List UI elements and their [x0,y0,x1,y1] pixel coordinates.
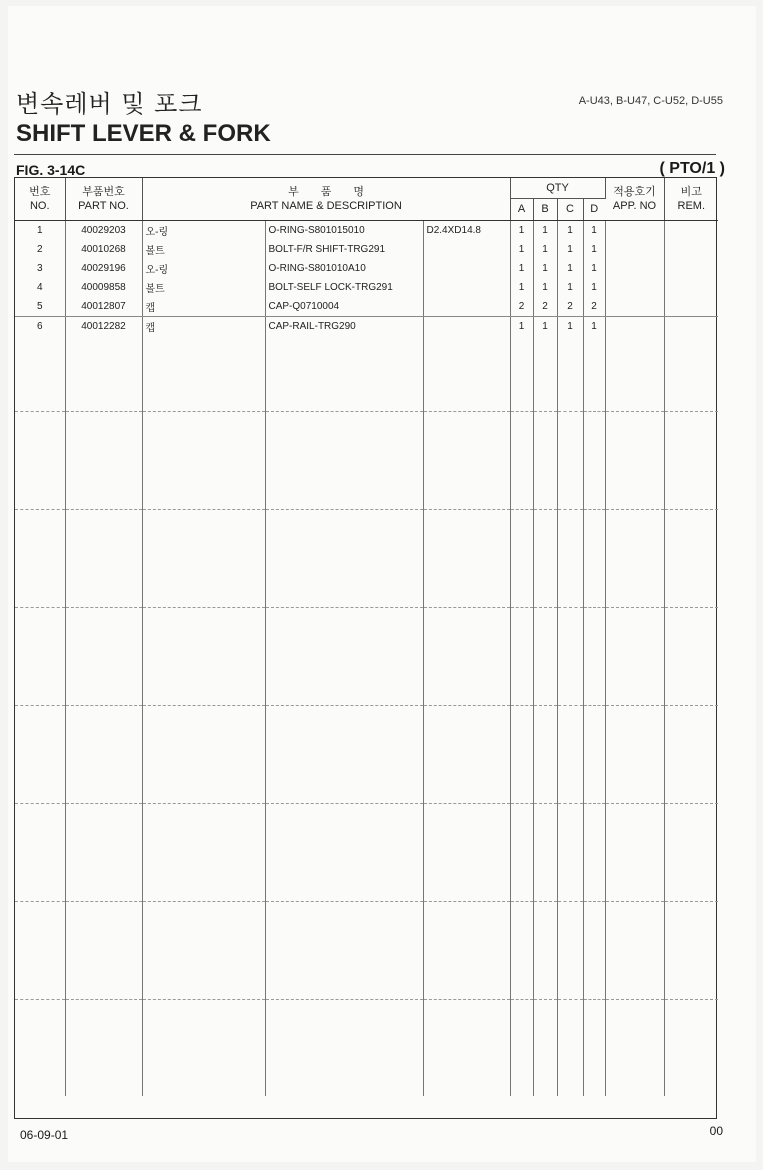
app-no-cell [605,316,664,336]
app-no-cell [605,297,664,317]
part-name-en: O-RING-S801010A10 [265,259,423,278]
part-name-en: CAP-RAIL-TRG290 [265,316,423,336]
title-divider [14,154,716,155]
qty-d: 1 [583,259,605,278]
qty-c: 1 [557,259,583,278]
empty-row [15,608,718,706]
header-qty-a: A [510,198,533,220]
part-number: 40029196 [65,259,142,278]
part-spec [423,278,510,297]
part-name-en: O-RING-S801015010 [265,220,423,240]
footer-date: 06-09-01 [20,1128,69,1142]
header-app-no-ko: 적용호기 [613,185,656,198]
header-no [15,178,65,220]
remarks-cell [664,259,718,278]
header-qty-d: D [583,198,605,220]
header-no-ko: 번호 [29,185,51,198]
qty-a: 1 [510,278,533,297]
qty-c: 1 [557,316,583,336]
qty-a: 1 [510,259,533,278]
header-part-name-ko: 부 품 명 [288,185,364,198]
empty-row [15,510,718,608]
part-number: 40012807 [65,297,142,317]
qty-d: 1 [583,240,605,259]
header-remarks-ko: 비고 [680,185,702,198]
qty-d: 1 [583,316,605,336]
qty-d: 2 [583,297,605,317]
part-name-en: CAP-Q0710004 [265,297,423,317]
remarks-cell [664,278,718,297]
table-row [15,316,718,336]
table-row [15,240,718,259]
part-spec [423,297,510,317]
part-name-ko: 오-링 [142,259,265,278]
header-part-name [142,178,510,220]
item-no: 4 [15,278,65,297]
section-code: ( PTO/1 ) [659,160,725,177]
part-number: 40012282 [65,316,142,336]
empty-row [15,902,718,1000]
header-no-en: NO. [29,199,50,212]
qty-c: 1 [557,278,583,297]
qty-b: 1 [533,220,557,240]
table-row [15,259,718,278]
empty-row [15,336,718,412]
header-remarks [664,178,718,220]
header-part-name-en: PART NAME & DESCRIPTION [250,199,402,212]
part-number: 40009858 [65,278,142,297]
qty-b: 1 [533,316,557,336]
remarks-cell [664,297,718,317]
header-qty-b: B [533,198,557,220]
app-no-cell [605,240,664,259]
part-name-en: BOLT-SELF LOCK-TRG291 [265,278,423,297]
qty-d: 1 [583,220,605,240]
part-spec [423,316,510,336]
qty-a: 1 [510,220,533,240]
table-row [15,278,718,297]
qty-a: 1 [510,316,533,336]
qty-a: 2 [510,297,533,317]
parts-table-frame [14,177,717,1119]
part-spec [423,259,510,278]
qty-c: 1 [557,240,583,259]
table-row [15,297,718,317]
item-no: 2 [15,240,65,259]
part-name-ko: 오-링 [142,220,265,240]
remarks-cell [664,220,718,240]
empty-row [15,412,718,510]
table-row [15,220,718,240]
part-name-ko: 볼트 [142,278,265,297]
item-no: 1 [15,220,65,240]
empty-row [15,706,718,804]
part-name-en: BOLT-F/R SHIFT-TRG291 [265,240,423,259]
app-no-cell [605,259,664,278]
part-name-ko: 캡 [142,316,265,336]
qty-d: 1 [583,278,605,297]
part-name-ko: 볼트 [142,240,265,259]
title-korean: 변속레버 및 포크 [16,90,203,118]
qty-b: 2 [533,297,557,317]
header-part-no-en: PART NO. [78,199,129,212]
qty-a: 1 [510,240,533,259]
qty-b: 1 [533,278,557,297]
item-no: 5 [15,297,65,317]
model-list: A-U43, B-U47, C-U52, D-U55 [578,95,723,107]
figure-number: FIG. 3-14C [16,162,86,178]
empty-row [15,1000,718,1096]
parts-table-body [15,220,718,1096]
part-number: 40010268 [65,240,142,259]
qty-c: 1 [557,220,583,240]
empty-row [15,804,718,902]
part-spec: D2.4XD14.8 [423,220,510,240]
app-no-cell [605,278,664,297]
part-name-ko: 캡 [142,297,265,317]
title-english: SHIFT LEVER & FORK [16,120,271,147]
item-no: 3 [15,259,65,278]
parts-table [15,178,718,1096]
qty-b: 1 [533,259,557,278]
page-number: 00 [709,1124,723,1138]
header-part-no [65,178,142,220]
qty-b: 1 [533,240,557,259]
header-remarks-en: REM. [677,199,706,212]
qty-c: 2 [557,297,583,317]
item-no: 6 [15,316,65,336]
header-app-no-en: APP. NO [612,199,657,212]
remarks-cell [664,240,718,259]
header-qty-c: C [557,198,583,220]
app-no-cell [605,220,664,240]
remarks-cell [664,316,718,336]
header-qty: QTY [510,178,605,198]
header-part-no-ko: 부품번호 [82,185,125,198]
part-spec [423,240,510,259]
header-app-no [605,178,664,220]
part-number: 40029203 [65,220,142,240]
